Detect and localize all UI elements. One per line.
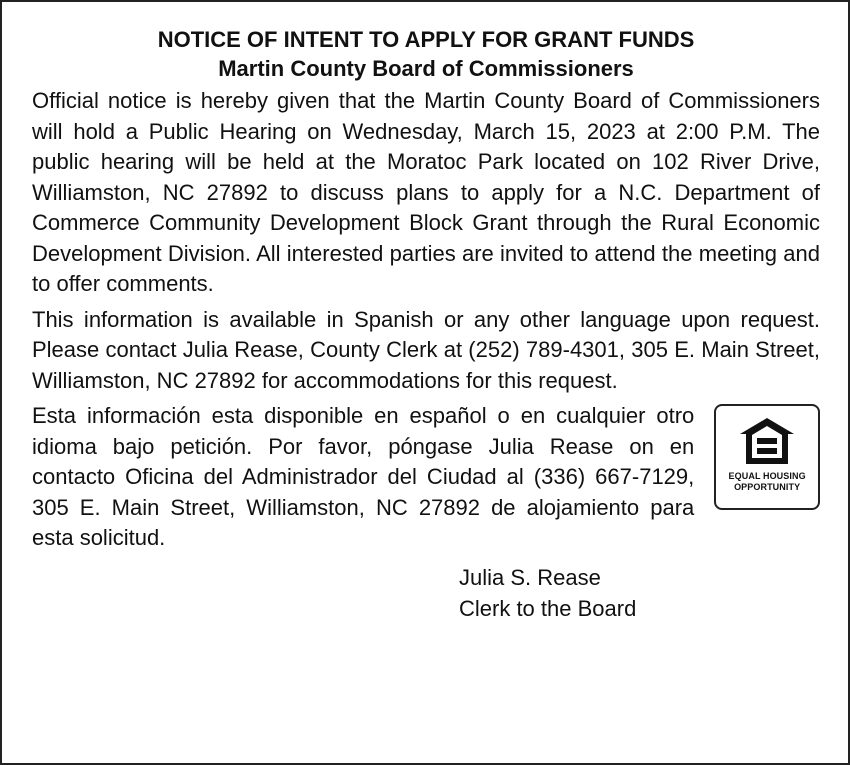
notice-subtitle: Martin County Board of Commissioners [218, 56, 634, 81]
signature-block [459, 562, 820, 624]
signature-title: Clerk to the Board [459, 595, 637, 621]
signature-name: Julia S. Rease [459, 564, 601, 590]
spanish-section [32, 401, 820, 554]
paragraph-language: This information is available in Spanish or any other language upon request. Please contact Julia Rease, County Clerk at (252) 789-4301, 305 E. Main Street, Williamston, NC 27892 for accommodations for this request. [32, 306, 820, 393]
equal-housing-logo [714, 404, 820, 510]
equal-housing-icon [738, 416, 796, 466]
equal-housing-text [729, 471, 806, 493]
paragraph-hearing: Official notice is hereby given that the Martin County Board of Commissioners will hold a Public Hearing on Wednesday, March 15, 2023 at 2:00 P.M. The public hearing will be held at the Moratoc Park located on 102 River Drive, Williamston, NC 27892 to discuss plans to apply for a N.C. Department of Commerce Community Development Block Grant through the Rural Economic Development Division. All interested parties are invited to attend the meeting and to offer comments. [32, 88, 820, 296]
notice-title: NOTICE OF INTENT TO APPLY FOR GRANT FUNDS [157, 27, 695, 52]
equal-housing-line-2: OPPORTUNITY [734, 482, 801, 492]
paragraph-spanish: Esta información esta disponible en español o en cualquier otro idioma bajo petición. Por favor, póngase Julia Rease on en contacto Oficina del Administrador del Ciudad al (336) 667-7129, 305 E. Main Street, Williamston, NC 27892 de alojamiento para esta solicitud. [32, 403, 695, 550]
equal-housing-line-1: EQUAL HOUSING [728, 471, 806, 481]
